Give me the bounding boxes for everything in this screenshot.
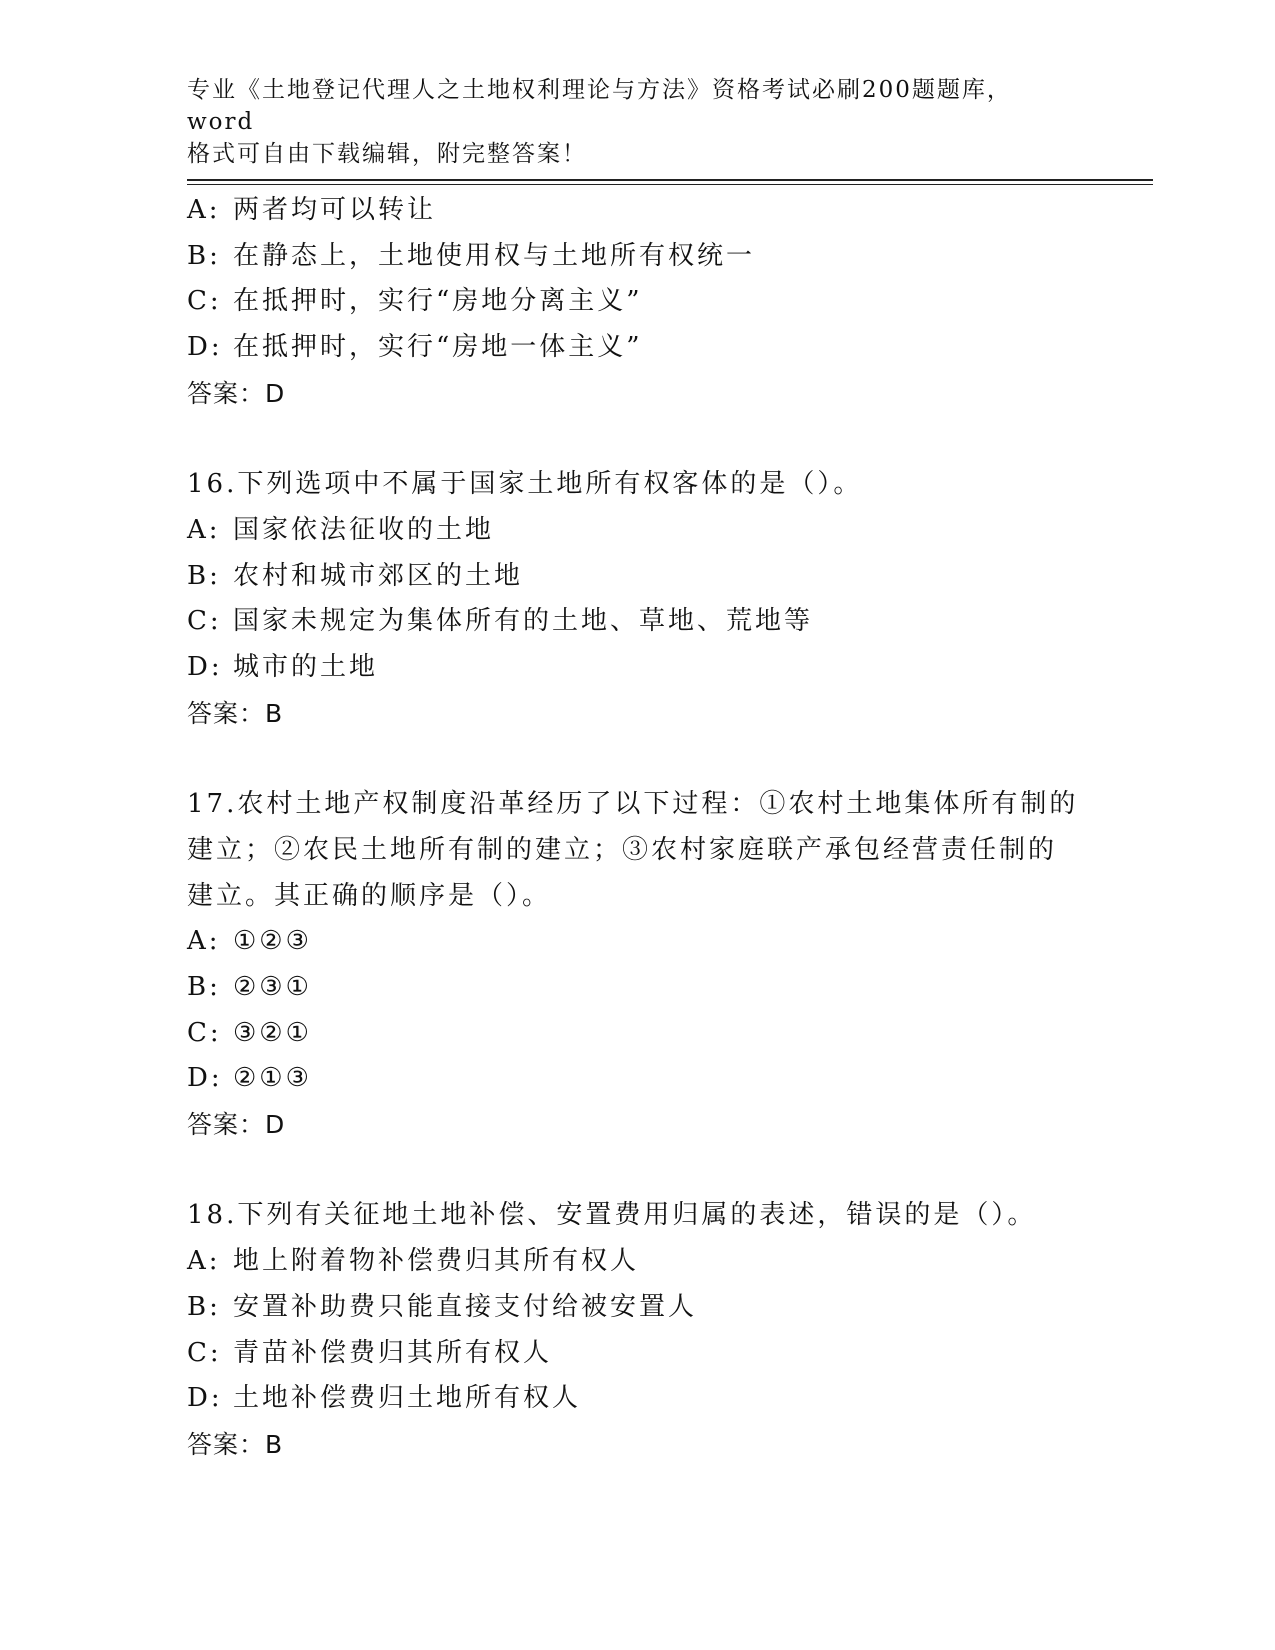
- option-a: A: 两者均可以转让: [187, 195, 437, 225]
- question-stem-line-2: 建立；②农民土地所有制的建立；③农村家庭联产承包经营责任制的: [187, 834, 1058, 865]
- option-b: B: 安置补助费只能直接支付给被安置人: [187, 1291, 698, 1322]
- question-block-17: [187, 782, 1153, 1148]
- question-stem: 16.下列选项中不属于国家土地所有权客体的是（）。: [187, 469, 863, 500]
- option-b: B: ②③①: [187, 971, 312, 1002]
- option-b: B: 在静态上，土地使用权与土地所有权统一: [187, 240, 756, 271]
- option-d: D: ②①③: [187, 1063, 312, 1094]
- header-line-2: 格式可自由下载编辑，附完整答案！: [187, 141, 587, 167]
- option-d: D: 城市的土地: [187, 652, 379, 683]
- option-c: C: ③②①: [187, 1017, 312, 1048]
- answer-line: 答案：B: [187, 1429, 284, 1459]
- option-d: D: 土地补偿费归土地所有权人: [187, 1383, 582, 1414]
- option-c: C: 在抵押时，实行“房地分离主义”: [187, 286, 643, 317]
- option-a: A: ①②③: [187, 926, 312, 957]
- answer-line: 答案：D: [187, 378, 286, 408]
- option-c: C: 国家未规定为集体所有的土地、草地、荒地等: [187, 606, 814, 637]
- answer-line: 答案：D: [187, 1110, 286, 1140]
- header-rule-thick: [187, 179, 1153, 181]
- answer-line: 答案：B: [187, 698, 284, 728]
- document-header: [187, 74, 1067, 170]
- question-block-16: [187, 462, 1153, 736]
- option-b: B: 农村和城市郊区的土地: [187, 560, 524, 591]
- option-a: A: 地上附着物补偿费归其所有权人: [187, 1246, 640, 1277]
- option-a: A: 国家依法征收的土地: [187, 514, 495, 545]
- question-list: [187, 188, 1153, 1468]
- option-c: C: 青苗补偿费归其所有权人: [187, 1337, 553, 1368]
- question-block-18: [187, 1193, 1153, 1467]
- question-stem-line-3: 建立。其正确的顺序是（）。: [187, 880, 552, 911]
- question-stem-line-1: 17.农村土地产权制度沿革经历了以下过程：①农村土地集体所有制的: [187, 789, 1079, 820]
- question-block-15: [187, 188, 1153, 417]
- option-d: D: 在抵押时，实行“房地一体主义”: [187, 332, 643, 363]
- header-rule-thin: [187, 184, 1153, 185]
- header-line-1: 专业《土地登记代理人之土地权利理论与方法》资格考试必刷200题题库，word: [187, 77, 1012, 135]
- question-stem: 18.下列有关征地土地补偿、安置费用归属的表述，错误的是（）。: [187, 1200, 1037, 1231]
